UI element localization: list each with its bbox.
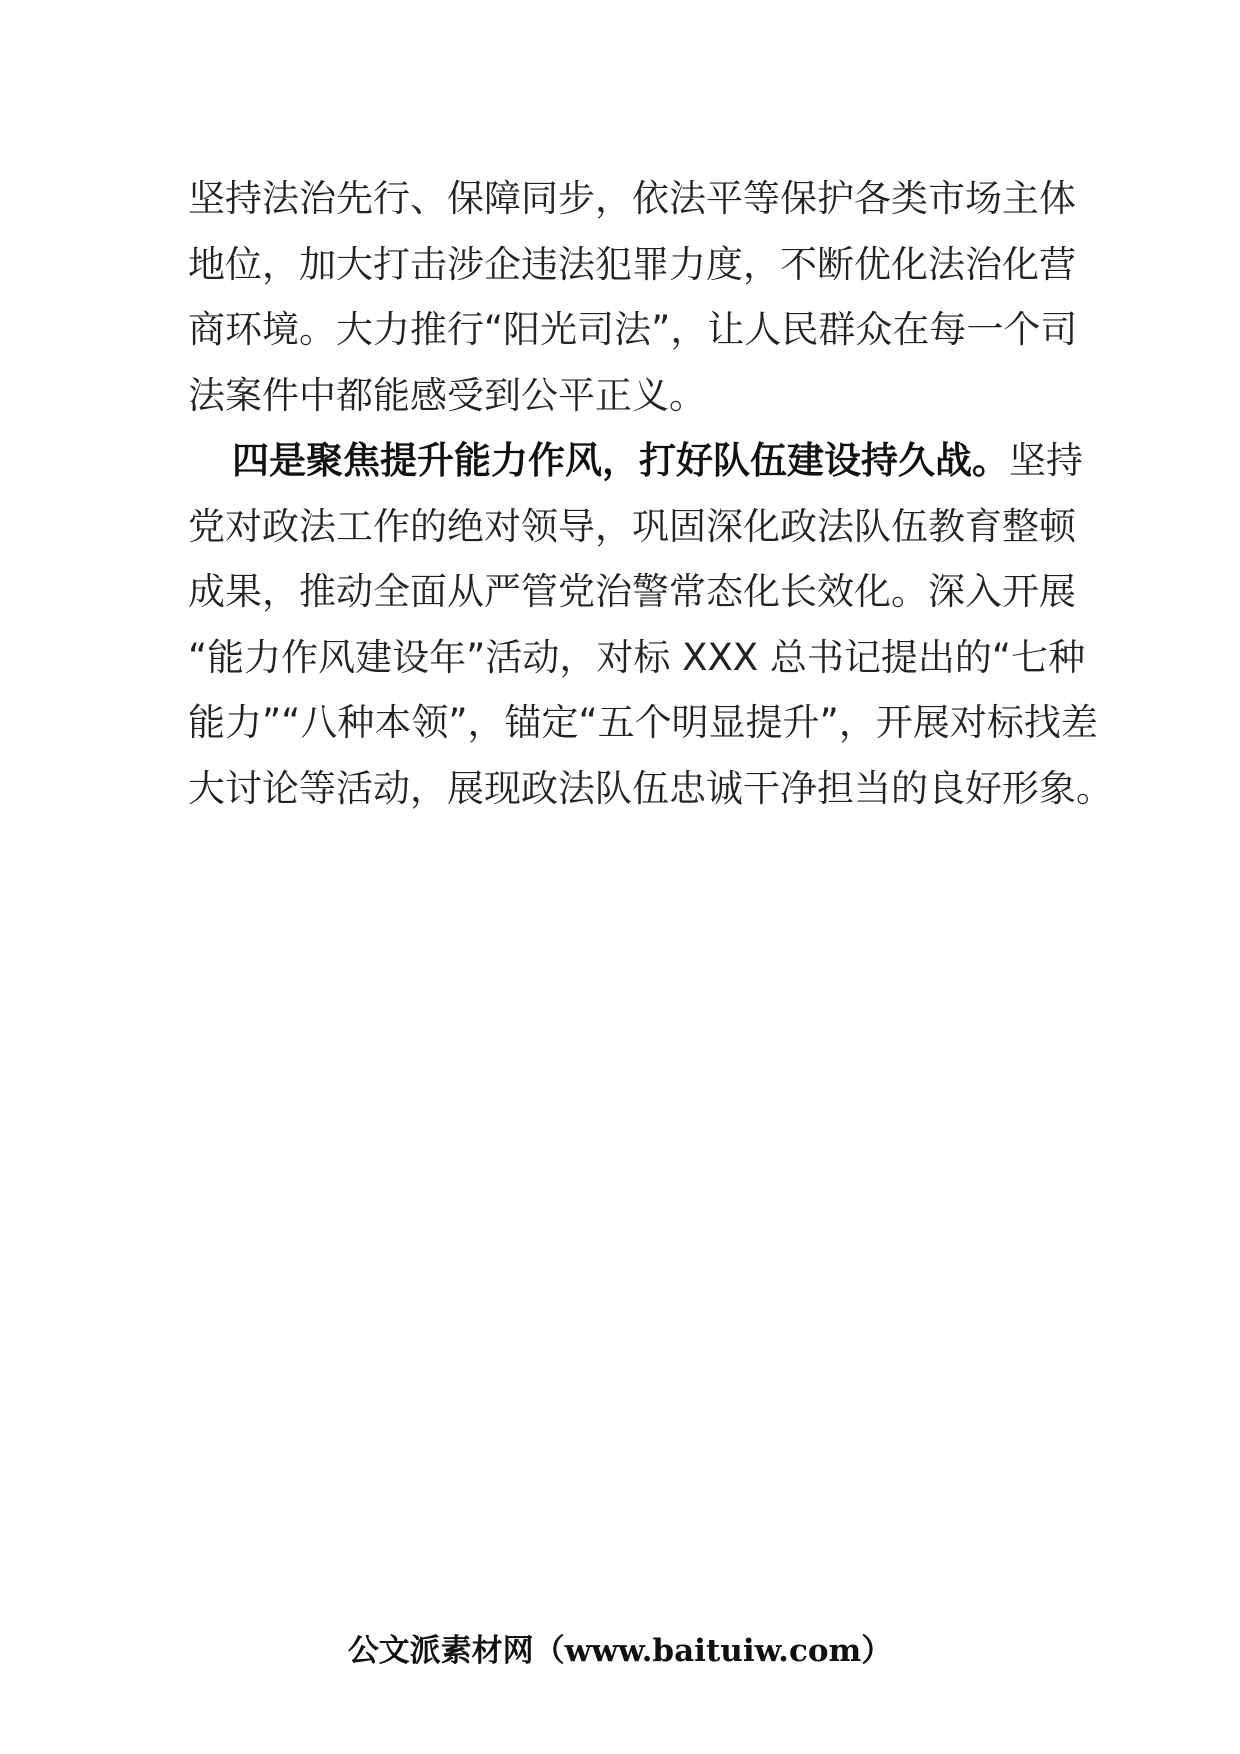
text-line: 地位，加大打击涉企违法犯罪力度，不断优化法治化营 [188, 242, 1076, 286]
text-line: “能力作风建设年”活动，对标 XXX 总书记提出的“七种 [188, 635, 1086, 679]
paragraph-heading: 四是聚焦提升能力作风，打好队伍建设持久战。 [232, 439, 1009, 482]
text-line: 党对政法工作的绝对领导，巩固深化政法队伍教育整顿 [188, 504, 1076, 548]
document-body [188, 166, 1113, 821]
text-line: 成果，推动全面从严管党治警常态化长效化。深入开展 [188, 570, 1076, 613]
text-line: 法案件中都能感受到公平正义。 [188, 373, 706, 417]
text-line: 大讨论等活动，展现政法队伍忠诚干净担当的良好形象。 [188, 766, 1113, 810]
paragraph-1 [188, 166, 1078, 428]
text-run: 坚持 [1009, 439, 1083, 482]
paragraph-first-line [188, 428, 1083, 494]
paragraph-2 [188, 428, 1113, 821]
text-line: 能力”“八种本领”，锚定“五个明显提升”，开展对标找差 [188, 701, 1098, 744]
footer-source: 公文派素材网（www.baituiw.com） [347, 1633, 893, 1669]
text-line: 坚持法治先行、保障同步，依法平等保护各类市场主体 [188, 177, 1076, 220]
text-line: 商环境。大力推行“阳光司法”，让人民群众在每一个司 [188, 308, 1078, 351]
